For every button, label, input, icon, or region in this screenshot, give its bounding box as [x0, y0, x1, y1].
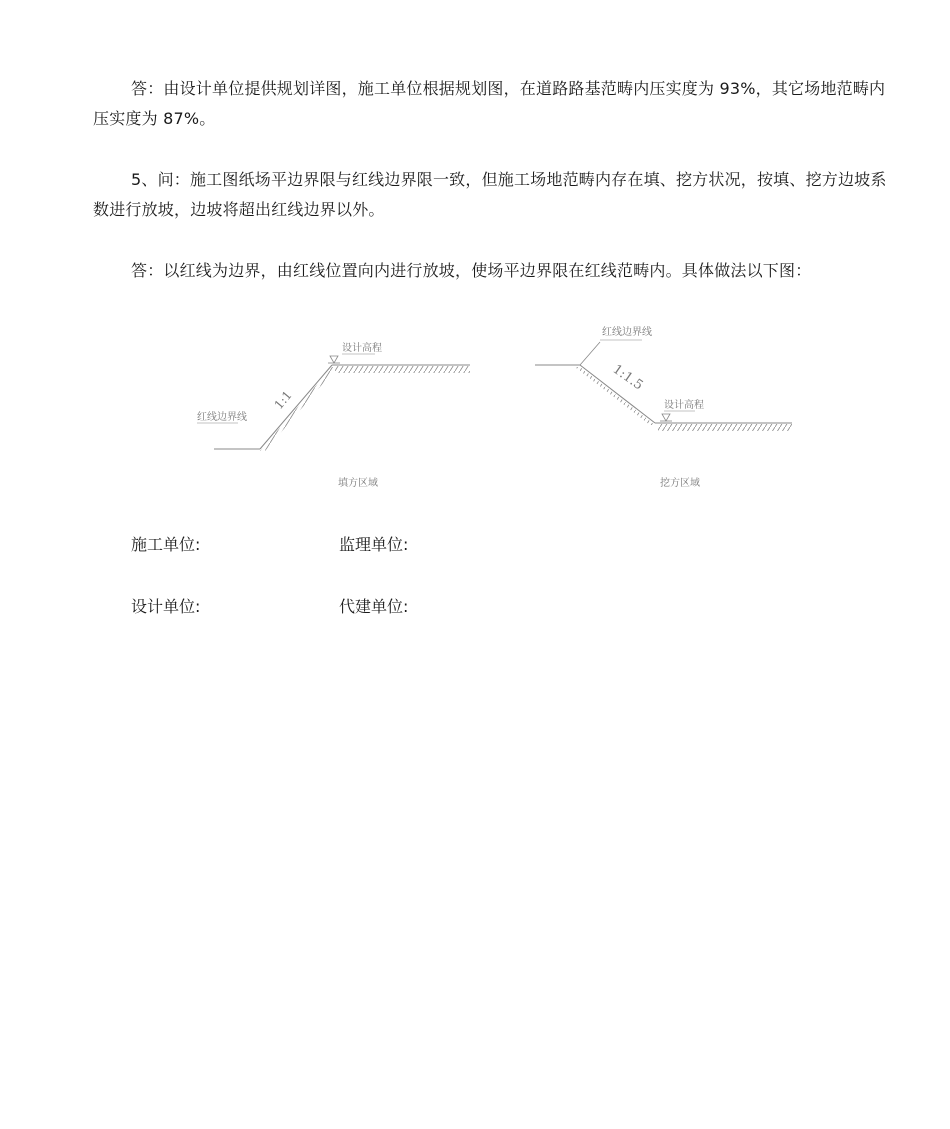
fill-slope-ratio-label: 1:1	[271, 388, 295, 412]
fill-slope-hatch	[260, 367, 337, 451]
cut-area-caption: 挖方区域	[660, 478, 700, 489]
supervision-unit-label: 监理单位:	[339, 535, 409, 554]
construction-unit-label: 施工单位:	[131, 535, 201, 554]
answer-paragraph-compaction: 答：由设计单位提供规划详图，施工单位根据规划图，在道路路基范畴内压实度为 93%，其它场地范畴内压实度为 87%。	[93, 79, 886, 128]
fill-top-hatch	[335, 366, 470, 373]
cut-red-line-label: 红线边界线	[602, 327, 652, 338]
fill-area-caption: 填方区域	[338, 478, 378, 489]
question-5-paragraph: 5、问：施工图纸场平边界限与红线边界限一致，但施工场地范畴内存在填、挖方状况，按填、挖方边坡系数进行放坡，边坡将超出红线边界以外。	[93, 170, 887, 219]
slope-diagram	[180, 315, 810, 500]
cut-base-hatch	[658, 424, 792, 431]
fill-design-elevation-label: 设计高程	[342, 343, 382, 354]
fill-slope-line	[260, 365, 332, 449]
fill-elevation-marker-icon	[330, 356, 338, 363]
answer-paragraph-slope: 答：以红线为边界，由红线位置向内进行放坡，使场平边界限在红线范畴内。具体做法以下图：	[131, 261, 812, 280]
cut-area-diagram	[535, 325, 792, 489]
fill-red-line-label: 红线边界线	[197, 412, 247, 423]
design-unit-label: 设计单位:	[131, 597, 201, 616]
fill-area-diagram	[197, 341, 470, 489]
cut-design-elevation-label: 设计高程	[664, 400, 704, 411]
slope-diagram-svg	[180, 315, 810, 500]
cut-elevation-marker-icon	[662, 414, 670, 421]
agent-unit-label: 代建单位:	[339, 597, 409, 616]
cut-slope-ratio-label: 1:1.5	[609, 361, 646, 394]
